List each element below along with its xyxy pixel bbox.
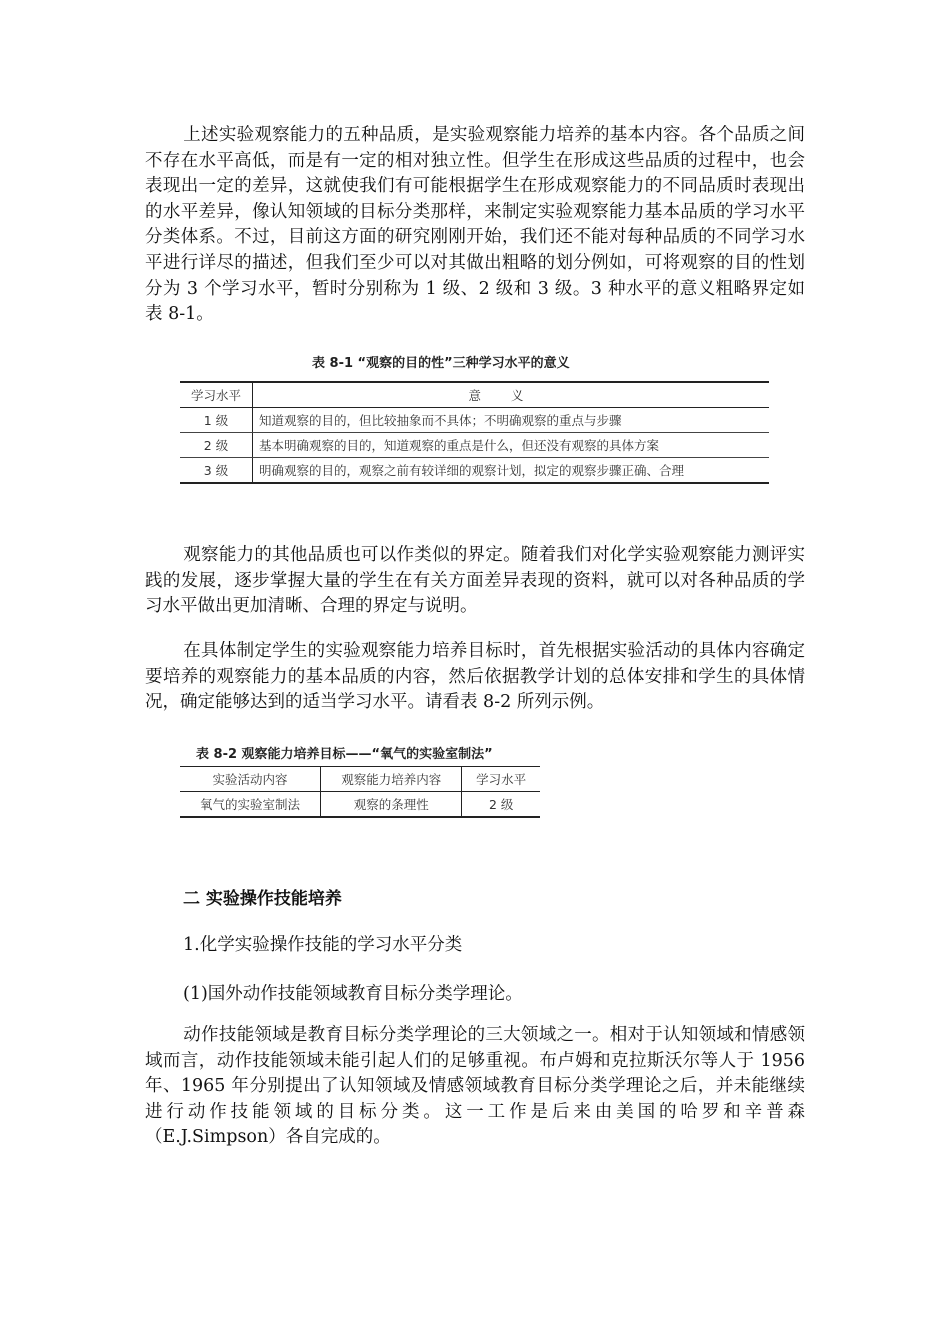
table-row <box>180 433 769 458</box>
cell-level: 1 级 <box>180 408 253 433</box>
header-activity: 实验活动内容 <box>180 767 321 792</box>
section-heading: 二 实验操作技能培养 <box>183 889 342 909</box>
table-8-2-caption: 表 8-2 观察能力培养目标——“氧气的实验室制法” <box>196 747 493 762</box>
paragraph-text: 上述实验观察能力的五种品质，是实验观察能力培养的基本内容。各个品质之间不存在水平高低，而是有一定的相对独立性。但学生在形成这些品质的过程中，也会表现出一定的差异，这就使我们有可能根据学生在形成观察能力的不同品质时表现出的水平差异，像认知领域的目标分类那样，来制定实验观察能力基本品质的学习水平分类体系。不过，目前这方面的研究刚刚开始，我们还不能对每种品质的不同学习水平进行详尽的描述，但我们至少可以对其做出粗略的划分例如，可将观察的目的性划分为 3 个学习水平，暂时分别称为 1 级、2 级和 3 级。3 种水平的意义粗略界定如表 8-1。 <box>145 125 805 325</box>
paragraph-setting-goals <box>145 639 805 716</box>
table-8-1-caption: 表 8-1 “观察的目的性”三种学习水平的意义 <box>312 356 570 371</box>
cell-level: 2 级 <box>180 433 253 458</box>
table-header-row <box>180 382 769 408</box>
cell-level: 2 级 <box>488 797 514 812</box>
cell-ability: 观察的条理性 <box>321 792 462 818</box>
table-row <box>180 792 540 818</box>
header-ability: 观察能力培养内容 <box>321 767 462 792</box>
paragraph-text: 在具体制定学生的实验观察能力培养目标时，首先根据实验活动的具体内容确定要培养的观察能力的基本品质的内容，然后依据教学计划的总体安排和学生的具体情况，确定能够达到的适当学习水平。请看表 8-2 所列示例。 <box>145 641 805 713</box>
paragraph-motor-skills <box>145 1023 805 1151</box>
header-level: 学习水平 <box>180 382 253 408</box>
table-row <box>180 458 769 484</box>
subheading-1: 1.化学实验操作技能的学习水平分类 <box>183 935 463 955</box>
header-level: 学习水平 <box>462 767 540 792</box>
table-header-row <box>180 767 540 792</box>
cell-activity: 氧气的实验室制法 <box>180 792 321 818</box>
paragraph-text: 观察能力的其他品质也可以作类似的界定。随着我们对化学实验观察能力测评实践的发展，逐步掌握大量的学生在有关方面差异表现的资料，就可以对各种品质的学习水平做出更加清晰、合理的界定与说明。 <box>145 545 805 617</box>
cell-meaning: 基本明确观察的目的，知道观察的重点是什么，但还没有观察的具体方案 <box>253 433 770 458</box>
subheading-2: (1)国外动作技能领域教育目标分类学理论。 <box>183 984 523 1004</box>
table-8-2 <box>180 766 540 818</box>
table-8-1 <box>180 381 769 484</box>
cell-meaning: 知道观察的目的，但比较抽象而不具体；不明确观察的重点与步骤 <box>253 408 770 433</box>
cell-meaning: 明确观察的目的，观察之前有较详细的观察计划，拟定的观察步骤正确、合理 <box>259 463 685 478</box>
header-meaning: 意义 <box>253 382 770 408</box>
paragraph-other-qualities <box>145 543 805 620</box>
table-row <box>180 408 769 433</box>
paragraph-text: 动作技能领域是教育目标分类学理论的三大领域之一。相对于认知领域和情感领域而言，动作技能领域未能引起人们的足够重视。布卢姆和克拉斯沃尔等人于 1956 年、1965 年分别提出了认知领域及情感领域教育目标分类学理论之后，并未能继续进行动作技能领域的目标分类。这一工作是后来由美国的哈罗和辛普森（E.J.Simpson）各自完成的。 <box>145 1025 805 1148</box>
paragraph-observation-qualities <box>145 123 805 328</box>
cell-level: 3 级 <box>180 458 253 484</box>
